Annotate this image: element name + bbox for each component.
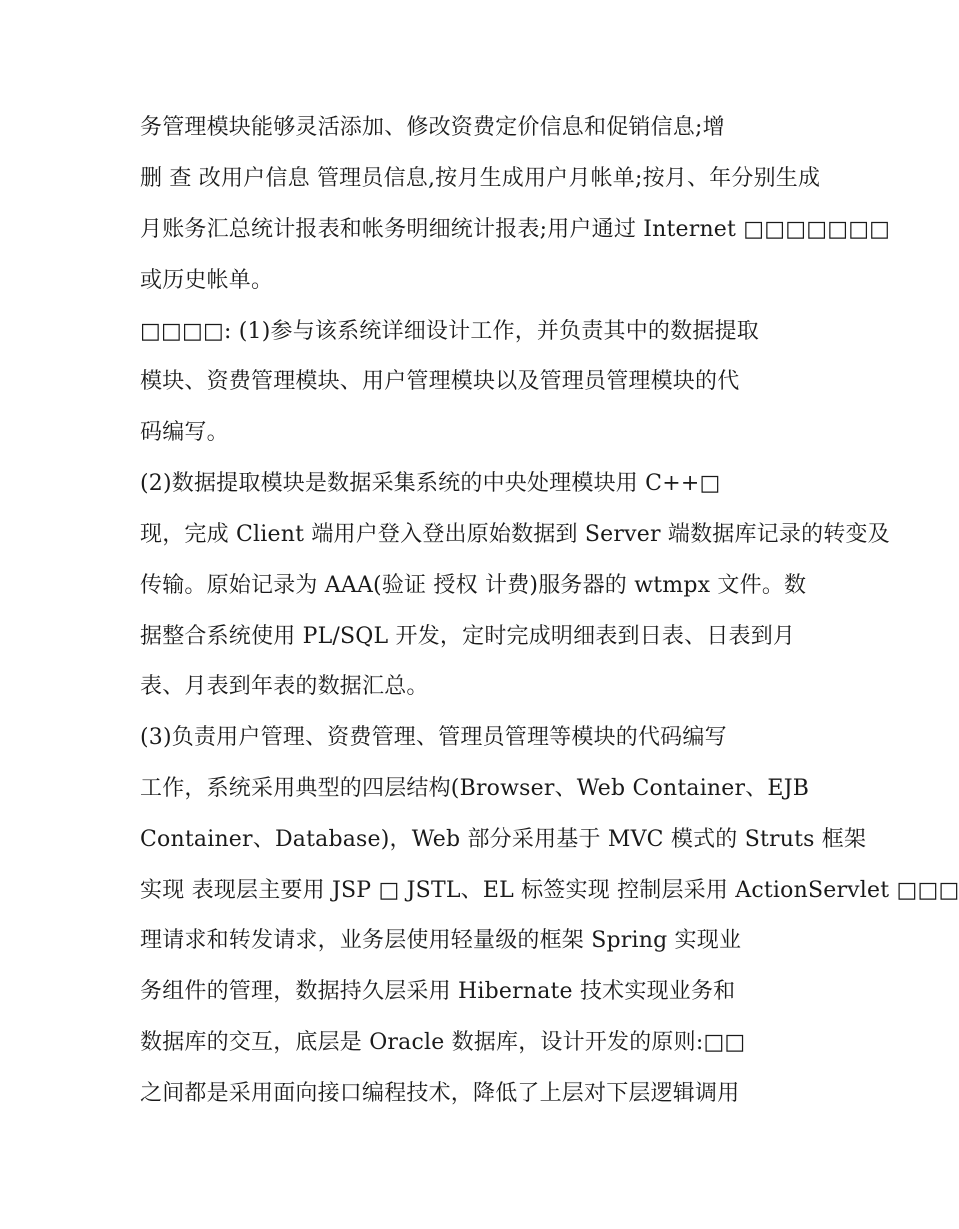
text-line: 数据库的交互，底层是 Oracle 数据库，设计开发的原则:□□ <box>140 1030 746 1055</box>
text-line: (3)负责用户管理、资费管理、管理员管理等模块的代码编写 <box>140 725 727 750</box>
text-line: (2)数据提取模块是数据采集系统的中央处理模块用 C++□ <box>140 471 721 496</box>
text-line: 实现 表现层主要用 JSP □ JSTL、EL 标签实现 控制层采用 ActionServlet □□□ <box>140 878 959 903</box>
text-line: 月账务汇总统计报表和帐务明细统计报表;用户通过 Internet □□□□□□□ <box>140 217 891 242</box>
text-line: Container、Database)，Web 部分采用基于 MVC 模式的 Struts 框架 <box>140 827 867 852</box>
text-line: 据整合系统使用 PL/SQL 开发，定时完成明细表到日表、日表到月 <box>140 624 796 649</box>
text-line: 工作，系统采用典型的四层结构(Browser、Web Container、EJB <box>140 776 810 801</box>
text-line: 传输。原始记录为 AAA(验证 授权 计费)服务器的 wtmpx 文件。数 <box>140 573 807 598</box>
text-line: 务管理模块能够灵活添加、修改资费定价信息和促销信息;增 <box>140 115 725 140</box>
text-line: 现，完成 Client 端用户登入登出原始数据到 Server 端数据库记录的转变及 <box>140 522 890 547</box>
text-line: 之间都是采用面向接口编程技术，降低了上层对下层逻辑调用 <box>140 1081 740 1106</box>
text-line: 务组件的管理，数据持久层采用 Hibernate 技术实现业务和 <box>140 979 736 1004</box>
text-line: 删 查 改用户信息 管理员信息,按月生成用户月帐单;按月、年分别生成 <box>140 166 821 191</box>
text-line: □□□□: (1)参与该系统详细设计工作，并负责其中的数据提取 <box>140 319 759 344</box>
text-line: 模块、资费管理模块、用户管理模块以及管理员管理模块的代 <box>140 369 740 394</box>
text-line: 表、月表到年表的数据汇总。 <box>140 674 429 699</box>
text-line: 理请求和转发请求，业务层使用轻量级的框架 Spring 实现业 <box>140 928 742 953</box>
text-line: 或历史帐单。 <box>140 268 274 293</box>
text-line: 码编写。 <box>140 420 229 445</box>
